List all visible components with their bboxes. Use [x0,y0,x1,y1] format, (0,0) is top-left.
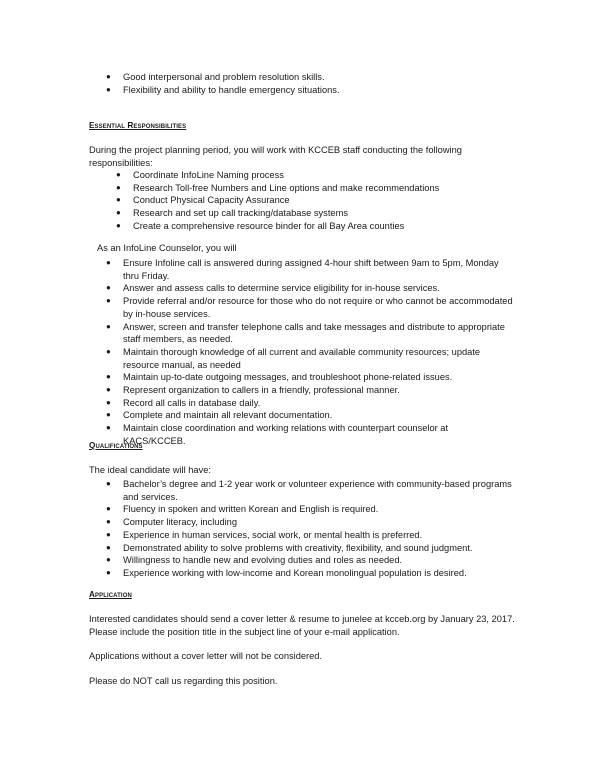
list-item: ● Ensure Infoline call is answered during assigned 4-hour shift between 9am to 5pm, Monday thru Friday. [106,258,499,281]
bullet-icon: ● [106,346,111,356]
qualifications-heading: Qualifications [89,441,143,450]
no-call-note: Please do NOT call us regarding this position. [89,676,278,686]
list-item: ● Research and set up call tracking/database systems [116,208,348,219]
bullet-icon: ● [116,220,121,230]
bullet-icon: ● [106,567,111,577]
list-item: ● Maintain close coordination and working relations with counterpart counselor at KACS/KCCEB. [106,423,449,446]
bullet-icon: ● [106,283,111,293]
bullet-icon: ● [116,170,121,179]
bullet-icon: ● [106,504,111,514]
bullet-icon: ● [106,479,111,488]
list-item: ● Provide referral and/or resource for those who do not require or who cannot be accommodated by in-house services. [106,296,513,319]
qualifications-intro: The ideal candidate will have: [89,465,211,475]
list-item: ● Research Toll-free Numbers and Line options and make recommendations [116,182,440,193]
bullet-icon: ● [106,84,111,94]
intro-bullet-list [106,71,543,96]
bullet-icon: ● [106,529,111,539]
application-instructions: Interested candidates should send a cover letter & resume to junelee at kcceb.org by January 23, 2017. [89,614,515,624]
list-item: ● Coordinate InfoLine Naming process [116,170,284,180]
list-item: ● Represent organization to callers in a friendly, professional manner. [106,385,400,396]
list-item: ● Complete and maintain all relevant documentation. [106,410,333,421]
bullet-icon: ● [116,182,121,192]
bullet-icon: ● [106,410,111,420]
list-item: ● Flexibility and ability to handle emergency situations. [106,84,340,95]
bullet-icon: ● [116,195,121,205]
planning-list [116,169,533,233]
essential-intro: During the project planning period, you will work with KCCEB staff conducting the following responsibilities: [89,145,462,168]
application-heading: Application [89,590,132,599]
bullet-icon: ● [106,385,111,395]
bullet-icon: ● [106,296,111,306]
list-item: ● Experience in human services, social work, or mental health is preferred. [106,529,423,540]
list-item: ● Willingness to handle new and evolving duties and roles as needed. [106,555,403,566]
list-item: ● Answer, screen and transfer telephone calls and take messages and distribute to appropriate staff members, as needed. [106,321,505,345]
bullet-icon: ● [116,208,121,218]
bullet-icon: ● [106,542,111,552]
bullet-icon: ● [106,423,111,433]
bullet-icon: ● [106,258,111,267]
list-item: ● Maintain thorough knowledge of all current and available community resources; update resource manual, as needed [106,346,481,370]
list-item: ● Bachelor’s degree and 1-2 year work or volunteer experience with community-based programs and services. [106,479,512,502]
list-item: ● Conduct Physical Capacity Assurance [116,195,290,206]
cover-letter-note: Applications without a cover letter will not be considered. [89,651,323,661]
list-item: ● Fluency in spoken and written Korean and English is required. [106,504,379,515]
bullet-icon: ● [106,72,111,81]
list-item: ● Good interpersonal and problem resolution skills. [106,72,325,82]
list-item: ● Demonstrated ability to solve problems with creativity, flexibility, and sound judgment. [106,542,473,553]
list-item: ● Maintain up-to-date outgoing messages, and troubleshoot phone-related issues. [106,372,453,383]
bullet-icon: ● [106,321,111,331]
counselor-intro: As an InfoLine Counselor, you will [97,243,237,253]
list-item: ● Computer literacy, including [106,517,238,528]
bullet-icon: ● [106,397,111,407]
bullet-icon: ● [106,372,111,382]
application-subject-note: Please include the position title in the subject line of your e-mail application. [89,627,400,637]
list-item: ● Record all calls in database daily. [106,397,261,408]
list-item: ● Answer and assess calls to determine service eligibility for in-house services. [106,283,440,294]
essential-responsibilities-heading: Essential Responsibilities [89,121,187,130]
qualifications-list [106,478,513,580]
list-item: ● Experience working with low-income and Korean monolingual population is desired. [106,567,467,578]
bullet-icon: ● [106,555,111,565]
list-item: ● Create a comprehensive resource binder for all Bay Area counties [116,220,405,231]
bullet-icon: ● [106,517,111,527]
